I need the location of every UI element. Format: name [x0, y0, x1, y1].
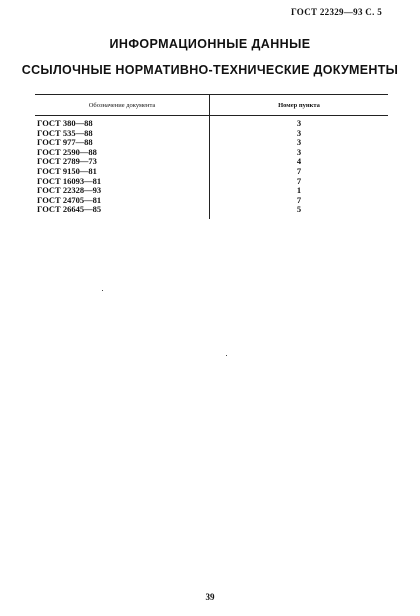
document-designation: ГОСТ 2789—73 — [35, 157, 210, 167]
item-number: 5 — [296, 204, 302, 215]
scan-speck — [102, 290, 103, 291]
document-designation: ГОСТ 16093—81 — [35, 177, 210, 187]
document-designation: ГОСТ 26645—85 — [35, 205, 210, 219]
document-designation: ГОСТ 9150—81 — [35, 167, 210, 177]
document-designation: ГОСТ 22328—93 — [35, 186, 210, 196]
table-header — [35, 95, 388, 116]
section-title: ССЫЛОЧНЫЕ НОРМАТИВНО-ТЕХНИЧЕСКИЕ ДОКУМЕНТЫ — [21, 63, 399, 77]
page-number: 39 — [205, 592, 215, 602]
references-table — [35, 94, 388, 219]
item-number: 1 — [296, 185, 302, 196]
item-number: 7 — [296, 194, 302, 205]
document-designation: ГОСТ 24705—81 — [35, 196, 210, 206]
scan-speck — [226, 355, 227, 356]
document-designation: ГОСТ 380—88 — [35, 116, 210, 129]
column-header-document: Обозначение документа — [35, 95, 210, 116]
document-designation: ГОСТ 977—88 — [35, 138, 210, 148]
table-header-row — [35, 95, 388, 116]
column-header-item-number: Номер пункта — [210, 95, 389, 116]
item-number: 3 — [296, 137, 302, 148]
document-designation: ГОСТ 535—88 — [35, 129, 210, 139]
item-number: 3 — [296, 127, 302, 138]
item-number: 7 — [296, 165, 302, 176]
document-reference: ГОСТ 22329—93 С. 5 — [290, 7, 382, 17]
item-number: 3 — [296, 118, 302, 128]
item-number: 3 — [296, 146, 302, 157]
page-title: ИНФОРМАЦИОННЫЕ ДАННЫЕ — [109, 37, 311, 51]
item-number: 4 — [296, 156, 302, 167]
table-row — [35, 205, 388, 219]
table-row — [35, 116, 388, 129]
item-number: 7 — [296, 175, 302, 186]
document-designation: ГОСТ 2590—88 — [35, 148, 210, 158]
table-body — [35, 116, 388, 219]
